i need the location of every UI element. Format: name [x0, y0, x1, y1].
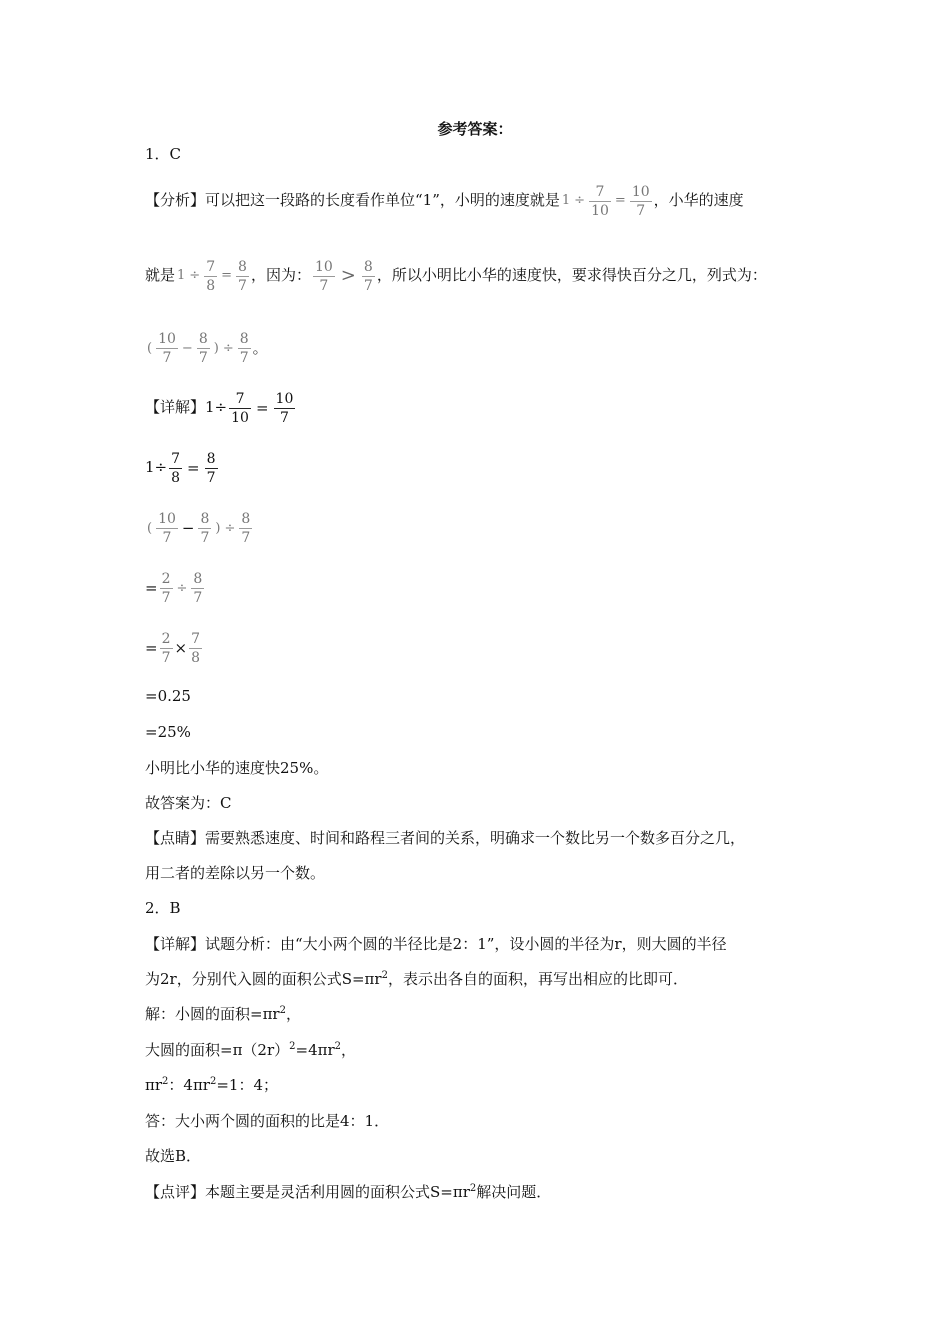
divide-sign: ÷	[222, 340, 234, 356]
expr-lead: 1÷	[205, 398, 228, 416]
expr-lead: 1	[177, 268, 186, 283]
expr-lead: 1	[561, 193, 571, 208]
expr-lead: 1÷	[145, 458, 168, 476]
fraction: $\frac{8}{7}$	[200, 510, 210, 546]
fraction: $\frac{7}{8}$	[191, 630, 200, 666]
q1-comment-line2: 用二者的差除以另一个数。	[145, 864, 326, 882]
equals-sign: =	[614, 193, 626, 208]
q1-answer: 1．C	[145, 145, 182, 163]
q1-detail-line2	[145, 445, 220, 491]
fraction: $\frac{10}{7}$	[275, 390, 294, 426]
paren: (	[147, 520, 153, 536]
paren: (	[147, 340, 153, 356]
q2-solution-line1: 解：小圆的面积$=\pi r^2$，	[145, 1005, 301, 1023]
fraction: $\frac{8}{7}$	[239, 330, 249, 366]
fraction: $\frac{8}{7}$	[241, 510, 251, 546]
fraction: $\frac{8}{7}$	[193, 570, 203, 606]
paren: )	[215, 520, 221, 536]
minus-sign: −	[181, 340, 193, 356]
q1-detail-line1	[145, 385, 297, 431]
multiply-sign: ×	[174, 638, 188, 657]
analysis-text: 【分析】可以把这一段路的长度看作单位“1”，小明的速度就是	[145, 191, 560, 209]
fraction: $\frac{10}{7}$	[158, 510, 176, 546]
fraction: $\frac{2}{7}$	[161, 630, 171, 666]
q1-detail-line5	[145, 625, 204, 671]
q1-detail-line3	[145, 505, 254, 551]
fraction: $\frac{7}{8}$	[171, 450, 181, 486]
period: 。	[252, 338, 268, 357]
divide-sign: ÷	[189, 268, 201, 283]
q1-detail-line9: 故答案为：C	[145, 794, 232, 812]
q1-comment-line1: 【点睛】需要熟悉速度、时间和路程三者间的关系，明确求一个数比另一个数多百分之几，	[145, 829, 746, 847]
q1-analysis-formula	[145, 325, 268, 371]
q2-solution-line2: 大圆的面积$=\pi(2r)^2=4\pi r^2$，	[145, 1041, 357, 1059]
fraction: $\frac{10}{7}$	[314, 258, 333, 294]
q1-detail-line6: =0.25	[145, 687, 191, 705]
analysis-text: 就是	[145, 266, 176, 284]
greater-sign: >	[340, 265, 356, 286]
fraction: $\frac{8}{7}$	[363, 258, 373, 294]
q1-detail-line8: 小明比小华的速度快25%。	[145, 759, 329, 777]
equals-sign: =	[145, 638, 158, 657]
divide-sign: ÷	[574, 193, 586, 208]
analysis-text: ，所以小明比小华的速度快，要求得快百分之几，列式为：	[376, 266, 767, 284]
q2-comment: 【点评】本题主要是灵活利用圆的面积公式$S=\pi r^2$解决问题．	[145, 1183, 552, 1201]
fraction: $\frac{8}{7}$	[198, 330, 208, 366]
q2-detail-line1: 【详解】试题分析：由“大小两个圆的半径比是2：1”，设小圆的半径为r，则大圆的半径	[145, 935, 727, 953]
divide-sign: ÷	[176, 580, 188, 596]
equals-sign: =	[145, 578, 158, 597]
q2-answer-sentence: 答：大小两个圆的面积的比是4：1．	[145, 1112, 390, 1130]
q1-analysis-line1	[145, 175, 744, 226]
detail-label: 【详解】	[145, 398, 206, 416]
analysis-text: ，因为：	[250, 266, 311, 284]
divide-sign: ÷	[224, 520, 236, 536]
equals-sign: =	[255, 398, 269, 417]
fraction: $\frac{7}{10}$	[591, 183, 609, 219]
q2-detail-line2: 为2r，分别代入圆的面积公式$S=\pi r^2$，表示出各自的面积，再写出相应的比即可．	[145, 970, 688, 988]
q2-solution-line3: $\pi r^2$：$4\pi r^2=1$：4；	[145, 1076, 279, 1094]
paren: )	[213, 340, 219, 356]
q2-answer: 2．B	[145, 899, 181, 917]
fraction: $\frac{10}{7}$	[158, 330, 176, 366]
analysis-text: ，小华的速度	[653, 191, 744, 209]
fraction: $\frac{10}{7}$	[631, 183, 650, 219]
fraction: $\frac{8}{7}$	[206, 450, 216, 486]
q1-analysis-line2	[145, 250, 767, 301]
fraction: $\frac{2}{7}$	[161, 570, 171, 606]
page-title: 参考答案：	[437, 120, 513, 138]
q1-detail-line7: =25%	[145, 723, 191, 741]
fraction: $\frac{8}{7}$	[238, 258, 247, 294]
q2-choice: 故选B．	[145, 1147, 202, 1165]
equals-sign: =	[221, 268, 233, 283]
equals-sign: =	[187, 458, 200, 477]
fraction: $\frac{7}{8}$	[206, 258, 216, 294]
fraction: $\frac{7}{10}$	[231, 390, 249, 426]
q1-detail-line4	[145, 565, 206, 611]
minus-sign: −	[181, 518, 195, 537]
